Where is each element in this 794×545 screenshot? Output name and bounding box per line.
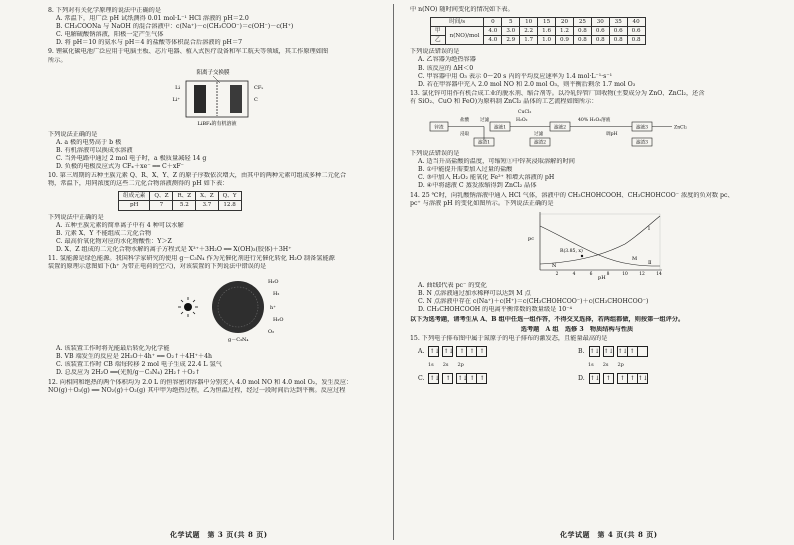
orbital-2p: ↑ — [456, 346, 467, 357]
table-cell: 1.2 — [556, 27, 574, 36]
q12-option-c: C. 甲容器中用 O₃ 表示 0～20 s 内的平均反应速率为 1.4 mol·L⁻¹·s⁻¹ — [418, 72, 613, 80]
q12-stem-2: NO(g)＋O₃(g) ══ NO₂(g)＋O₂(g) 其中甲为绝热过程，乙为恒温过程，经过一段时间后达到平衡。反应过程 — [48, 386, 346, 394]
q8-option-b: B. CH₃COONa 与 NaOH 的混合溶液中：c(Na⁺)－c(CH₃COO⁻)＝c(OH⁻)－c(H⁺) — [56, 23, 294, 31]
q8-option-d: D. 将 pH＝10 的氨水与 pH＝4 的盐酸等体积混合后溶液的 pH＝7 — [56, 39, 243, 47]
table-cell: 0.8 — [591, 36, 609, 45]
section-note: 以下为选考题，请考生从 A、B 组中任选一组作答，不得交叉选择，若两组都做，则按第一组评分。 — [410, 316, 685, 324]
q12-stem-1: 12. 向相同和绝热的两个体积均为 2.0 L 的恒容密闭容器中分别充入 4.0 mol NO 和 4.0 mol O₂，发生反应： — [48, 378, 353, 386]
q10-stem-2: 物，常温下，用同浓度的这些二元化合物溶液测得的 pH 如下表： — [48, 180, 229, 188]
cfx-label: CFₓ — [254, 84, 264, 91]
q13-stem-1: 13. 氯化锌可用作有机合成工业的脱水剂、缩合剂等。以冷轧锌管厂回收物(主要成分为 ZnO、ZnCl₂，还含 — [410, 89, 705, 97]
orbital-2p: ↑ — [617, 373, 628, 384]
orbital-1s: ↑↓ — [589, 375, 600, 383]
process-flow-diagram — [410, 108, 744, 148]
table-cell: 10 — [520, 18, 538, 27]
q10-option-c: C. 最高价氧化物对应的水化物酸性：Y＞Z — [56, 237, 172, 245]
point-label: R(3.85, x) — [560, 248, 583, 254]
table-cell: 0.9 — [556, 36, 574, 45]
fig-label: O₂ — [268, 329, 275, 336]
table-cell: R、Z — [173, 192, 196, 201]
sub-label: 2s — [442, 362, 449, 369]
q14-option-b: B. N 点溶液通过加水稀释可以达到 M 点 — [418, 289, 531, 297]
q15-option-c — [418, 373, 578, 384]
orbital-2p-group — [456, 346, 486, 357]
orbital-1s: ↑↓ — [429, 348, 440, 356]
table-cell: 1.7 — [520, 36, 538, 45]
table-cell: 0.6 — [591, 27, 609, 36]
section-title: 选考题 A 组 选修 3 物质结构与性质 — [520, 326, 634, 334]
q15-options — [410, 346, 744, 384]
q13-stem-2: 有 SiO₂、CuO 和 FeO)为原料制 ZnCl₂ 晶体的工艺流程如图所示： — [410, 97, 598, 105]
flow-label: H₂O₂ — [516, 118, 528, 124]
orbital-2p: ↑ — [627, 373, 638, 384]
li-label: Li — [175, 84, 180, 91]
table-cell: 0.8 — [573, 27, 591, 36]
pc-ph-graph — [410, 210, 744, 280]
q13-option-b: B. ①中能提升需要加入过量的盐酸 — [418, 166, 513, 174]
table-cell: 5 — [502, 18, 520, 27]
curve-line — [540, 226, 660, 266]
table-cell: Q、Z — [150, 192, 173, 201]
membrane-label: 阳离子交换膜 — [196, 69, 230, 76]
q12-cont-line: 中 n(NO) 随时间变化的情况如下表。 — [410, 6, 514, 13]
fig-label: H₂O — [268, 279, 279, 286]
q11-option-b: B. VB 端发生的反应是 2H₂O＋4h⁺ ══ O₂↑＋4H⁺＋4h — [56, 353, 213, 361]
photocatalysis-diagram — [48, 273, 378, 343]
flow-label: 过滤 — [480, 118, 490, 124]
table-cell: 40 — [627, 18, 645, 27]
sub-label: 1s — [428, 362, 434, 369]
q12-no-table — [430, 17, 646, 45]
flow-label: 滤渣3 — [635, 140, 649, 146]
table-cell: 4.0 — [484, 27, 502, 36]
point-label: M — [632, 255, 638, 262]
q9-stem-1: 9. 锂氟化碳电池广泛应用于电脑主板、芯片电器、植入式医疗设备和军工航天等领域，其工作原理如图 — [48, 48, 329, 56]
option-letter: A. — [418, 347, 425, 355]
c-label: C — [254, 96, 258, 103]
q10-ph-table — [118, 191, 242, 210]
orbital-2s: ↑ — [442, 373, 453, 384]
sun-icon — [178, 297, 198, 317]
orbital-1s: ↑↓ — [429, 375, 440, 383]
electrolyte-label: LiBF₄的有机溶液 — [197, 120, 237, 127]
table-cell: 1.6 — [538, 27, 556, 36]
table-cell: 0 — [484, 18, 502, 27]
q12-option-a: A. 乙容器为绝热容器 — [418, 56, 476, 64]
orbital-2p: ↑ — [476, 346, 487, 357]
q8-stem: 8. 下列对有关化学原理的说法中正确的是 — [48, 7, 162, 14]
table-row — [431, 18, 646, 27]
q15-option-b — [578, 346, 738, 357]
orbital-2p: ↑↓ — [617, 348, 628, 356]
q9-option-d: D. 负极的电极反应式为 CFₓ＋xe⁻ ══ C＋xF⁻ — [56, 163, 184, 171]
table-cell: 5.2 — [173, 201, 196, 210]
flow-label: 过滤 — [534, 132, 544, 138]
orbital-2s: ↑↓ — [603, 348, 614, 356]
q8-option-c: C. 电解硫酸钠溶液，阳极一定产生气体 — [56, 31, 164, 39]
table-cell: 2.9 — [502, 36, 520, 45]
table-row — [119, 201, 242, 210]
q9-ask: 下列说法正确的是 — [48, 130, 98, 138]
table-cell: 4.0 — [484, 36, 502, 45]
x-tick: 6 — [589, 271, 593, 277]
q11-stem-2: 装置的原理示意图如下(h⁺ 为带正电荷的空穴)，对该装置的下列说法中错误的是 — [48, 263, 267, 271]
y-axis-label: pc — [528, 235, 535, 242]
table-cell: 乙 — [431, 36, 446, 45]
left-page — [48, 6, 378, 395]
q14-option-c: C. N 点溶液中存在 c(Na⁺)＋c(H⁺)＝c(CH₃CHOHCOO⁻)＋c(CH₃CHOHCOO⁻) — [418, 297, 649, 305]
table-cell: 0.8 — [609, 36, 627, 45]
flow-label: 滤液3 — [635, 125, 649, 131]
orbital-2p — [637, 346, 648, 357]
sub-label: 1s — [588, 362, 594, 369]
table-row — [431, 27, 646, 36]
table-cell: 3.7 — [196, 201, 218, 210]
orbital-sub-labels — [418, 361, 578, 369]
q9-stem-2: 所示。 — [48, 56, 67, 64]
q11-stem-1: 11. 氢能源是绿色能源。我国科学家研究的使用 g－C₃N₄ 作为光催化剂进行光催化转化 H₂O 制备氢能源 — [48, 254, 335, 262]
table-cell: 0.8 — [627, 36, 645, 45]
flow-label: ZnCl₂ — [674, 125, 687, 131]
flow-label: 盐酸 — [460, 118, 470, 124]
q9-option-c: C. 当外电路中通过 2 mol 电子时，a 极质量减轻 14 g — [56, 154, 207, 162]
table-cell: X、Z — [196, 192, 218, 201]
table-cell: 30 — [591, 18, 609, 27]
q12-option-d: D. 若在甲容器中充入 2.0 mol NO 和 2.0 mol O₃，则平衡后剩余 1.7 mol O₃ — [418, 80, 636, 88]
page-divider — [393, 4, 394, 540]
flow-label: 浸取 — [460, 132, 470, 138]
q9-option-b: B. 有机溶液可以换成水溶液 — [56, 146, 133, 154]
table-cell: 35 — [609, 18, 627, 27]
table-cell: 时间/s — [431, 18, 484, 27]
li-ion-label: Li⁺ — [172, 96, 180, 103]
q15-stem: 15. 下列电子排布图中属于氮原子的电子排布的激发态，且能量最高的是 — [410, 335, 608, 343]
q10-option-d: D. X、Z 组成的二元化合物水解的离子方程式是 X³⁺＋3H₂O ══ X(OH)₃(胶体)＋3H⁺ — [56, 245, 292, 253]
page-footer-left: 化学试题 第 3 页(共 8 页) — [170, 530, 268, 539]
table-cell: 0.6 — [627, 27, 645, 36]
battery-diagram — [48, 67, 378, 129]
curve-line — [540, 216, 660, 264]
table-cell: 12.8 — [218, 201, 241, 210]
q10-option-a: A. 五种主族元素的简单离子中有 4 种可以水解 — [56, 221, 184, 229]
page-footer-right: 化学试题 第 4 页(共 8 页) — [560, 530, 658, 539]
flow-label: 滤液1 — [493, 125, 507, 131]
q11-option-a: A. 该装置工作时将光能最后转化为化学能 — [56, 345, 170, 353]
table-cell: 0.6 — [609, 27, 627, 36]
table-cell: 组成元素 — [119, 192, 150, 201]
flow-label: CuCl₂ — [518, 110, 532, 116]
point-r — [581, 254, 583, 256]
q14-option-a: A. 曲线Ⅰ代表 pc⁻ 的变化 — [418, 281, 487, 289]
table-row — [119, 192, 242, 201]
x-tick: 14 — [656, 271, 662, 277]
table-cell: 7 — [150, 201, 173, 210]
table-cell: n(NO)/mol — [445, 27, 484, 45]
q14-stem-2: pc⁺ 与溶液 pH 的变化如图所示。下列说法正确的是 — [410, 199, 554, 207]
option-letter: B. — [578, 347, 585, 355]
table-cell: Q、Y — [218, 192, 241, 201]
right-page — [410, 6, 744, 384]
table-cell: 1.0 — [538, 36, 556, 45]
flow-label: 调pH — [606, 132, 618, 138]
q13-ask: 下列说法错误的是 — [410, 150, 460, 158]
x-tick: 12 — [639, 271, 645, 277]
orbital-sub-labels — [578, 361, 738, 369]
q14-stem-1: 14. 25 ℃时，向乳酸钠溶液中通入 HCl 气体，溶液中的 CH₃CHOHCOOH、CH₃CHOHCOO⁻ 浓度的负对数 pc、 — [410, 191, 734, 199]
q13-option-c: C. ③中加入 H₂O₂ 能氧化 Fe²⁺ 和增大溶液的 pH — [418, 174, 555, 182]
curve-label: Ⅰ — [648, 225, 650, 232]
x-axis-label: pH — [598, 274, 606, 280]
q10-ask: 下列说法中正确的是 — [48, 213, 104, 221]
orbital-2p: ↑ — [476, 373, 487, 384]
sub-label: 2s — [602, 362, 609, 369]
orbital-2s: ↑↓ — [443, 348, 454, 356]
orbital-2s: ↑ — [603, 373, 614, 384]
lithium-electrode — [194, 85, 206, 113]
orbital-2p-group — [617, 346, 647, 357]
orbital-2p: ↑↓ — [637, 375, 648, 383]
q10-option-b: B. 元素 X、Y 不能组成二元化合物 — [56, 229, 152, 237]
q11-option-d: D. 总反应为 2H₂O ══(光照/g－C₃N₄) 2H₂↑＋O₂↑ — [56, 369, 201, 377]
fig-label: g－C₃N₄ — [228, 337, 249, 344]
curve-label: Ⅱ — [648, 259, 652, 266]
orbital-2p-group — [617, 373, 647, 384]
table-cell: 2.2 — [520, 27, 538, 36]
q12-ask: 下列说法错误的是 — [410, 48, 460, 56]
table-cell: pH — [119, 201, 150, 210]
flow-label: 滤液2 — [553, 125, 567, 131]
q13-option-a: A. 适当升高盐酸的温度，可缩短①中锌灰浸取溶解的时间 — [418, 158, 575, 166]
table-cell: 15 — [538, 18, 556, 27]
orbital-2p: ↑ — [466, 346, 477, 357]
fig-label: H₂O — [273, 317, 284, 324]
table-cell: 0.8 — [573, 36, 591, 45]
table-cell: 20 — [556, 18, 574, 27]
fig-label: H₂ — [273, 291, 280, 298]
x-tick: 10 — [622, 271, 628, 277]
table-cell: 25 — [573, 18, 591, 27]
orbital-2p-group — [456, 373, 486, 384]
option-letter: C. — [418, 374, 425, 382]
q15-option-d — [578, 373, 738, 384]
orbital-1s: ↑↓ — [589, 348, 600, 356]
x-tick: 4 — [572, 271, 576, 277]
x-tick: 8 — [606, 271, 610, 277]
x-tick: 2 — [555, 271, 559, 277]
table-cell: 3.0 — [502, 27, 520, 36]
q10-stem-1: 10. 第三周期的五种主族元素 Q、R、X、Y、Z 的原子序数依次增大，由其中的两种元素可组成多种二元化合 — [48, 172, 347, 180]
q9-option-a: A. a 极的电势高于 b 极 — [56, 138, 122, 146]
q8-option-a: A. 常温下，用广泛 pH 试纸测得 0.01 mol·L⁻¹ HCl 溶液的 pH＝2.0 — [56, 15, 249, 23]
fig-label: h⁺ — [270, 305, 276, 312]
q15-option-a — [418, 346, 578, 357]
catalyst-particle — [212, 281, 264, 333]
point-label: N — [552, 262, 557, 269]
flow-label: 40% H₂O₂溶液 — [578, 118, 611, 124]
q11-option-c: C. 该装置工作时 CB 端每转移 2 mol 电子生成 22.4 L 氢气 — [56, 361, 222, 369]
orbital-2p: ↑ — [466, 373, 477, 384]
cfx-electrode — [230, 85, 242, 113]
sub-label: 2p — [457, 362, 464, 369]
orbital-2p: ↑↓ — [457, 375, 468, 383]
sub-label: 2p — [617, 362, 624, 369]
flow-label: 滤渣2 — [533, 140, 547, 146]
q14-option-d: D. CH₃CHOHCOOH 的电离平衡常数的数量级是 10⁻⁴ — [418, 305, 572, 313]
q12-option-b: B. 该反应的 ΔH＜0 — [418, 64, 474, 72]
orbital-2p: ↑ — [627, 346, 638, 357]
option-letter: D. — [578, 374, 585, 382]
flow-label: 锌渣 — [434, 125, 444, 131]
q13-option-d: D. ④中将滤液 C 蒸发浓缩得到 ZnCl₂ 晶体 — [418, 182, 537, 190]
flow-label: 滤渣1 — [477, 140, 491, 146]
table-cell: 甲 — [431, 27, 446, 36]
